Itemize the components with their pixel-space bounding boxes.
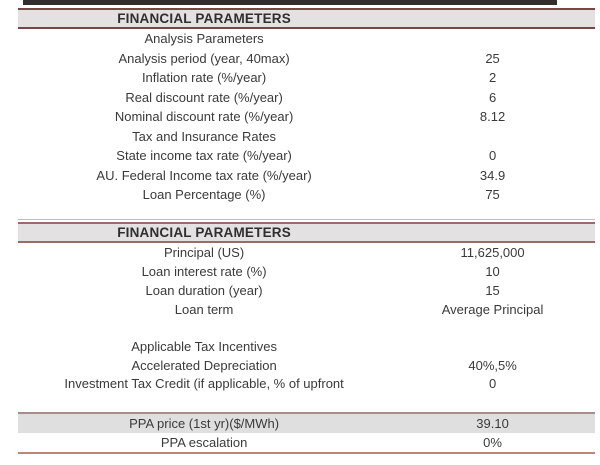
ppa-escalation-row <box>18 433 595 452</box>
section-gap <box>18 393 595 412</box>
table-row <box>18 68 595 88</box>
row-label: Inflation rate (%/year) <box>141 70 267 86</box>
table-row <box>18 49 595 69</box>
row-label: AU. Federal Income tax rate (%/year) <box>96 167 312 183</box>
row-label: Investment Tax Credit (if applicable, % of upfront <box>64 376 344 392</box>
table-row <box>18 300 595 319</box>
row-value: 40%,5% <box>468 357 517 373</box>
row-label: Applicable Tax Incentives <box>131 339 277 355</box>
section1-header-title: FINANCIAL PARAMETERS <box>117 11 291 26</box>
table-bottom-line <box>18 452 595 454</box>
table-row <box>18 146 595 166</box>
table-row <box>18 127 595 147</box>
table-row <box>18 262 595 281</box>
table-row <box>18 243 595 262</box>
row-value: 8.12 <box>479 109 506 125</box>
row-label: Loan term <box>174 301 234 317</box>
row-label: Principal (US) <box>163 244 245 260</box>
section-gap <box>18 205 595 219</box>
section1-header-bar <box>18 8 595 29</box>
section2-header-title: FINANCIAL PARAMETERS <box>117 224 291 240</box>
table-row <box>18 356 595 375</box>
table-row <box>18 338 595 357</box>
row-label: State income tax rate (%/year) <box>116 148 292 164</box>
row-value: 2 <box>488 70 497 86</box>
row-label: Loan Percentage (%) <box>142 187 266 203</box>
row-value: 25 <box>485 50 500 66</box>
row-label: Accelerated Depreciation <box>131 357 277 373</box>
row-value: 75 <box>485 187 500 203</box>
row-label: Analysis period (year, 40max) <box>118 50 290 66</box>
ppa-price-row <box>18 414 595 433</box>
table-row <box>18 375 595 394</box>
row-label: Analysis Parameters <box>144 31 264 47</box>
row-value: 10 <box>485 263 500 279</box>
row-value: 15 <box>485 282 500 298</box>
table-row <box>18 88 595 108</box>
row-value: 39.10 <box>476 416 509 431</box>
row-value: 0% <box>483 435 502 450</box>
section2-header-bar <box>18 222 595 243</box>
row-label: Nominal discount rate (%/year) <box>114 109 294 125</box>
row-label: Tax and Insurance Rates <box>132 128 276 144</box>
header-outer-line <box>18 219 595 220</box>
row-label: Loan interest rate (%) <box>141 263 267 279</box>
row-value: 6 <box>488 89 497 105</box>
blank-row <box>18 319 595 338</box>
row-value: 34.9 <box>479 167 506 183</box>
row-value: Average Principal <box>441 301 544 317</box>
table-row <box>18 166 595 186</box>
financial-parameters-table <box>18 8 595 454</box>
row-label: PPA escalation <box>160 435 248 450</box>
table-row <box>18 185 595 205</box>
row-label: Real discount rate (%/year) <box>125 89 283 105</box>
table-row <box>18 281 595 300</box>
row-label: PPA price (1st yr)($/MWh) <box>129 416 280 431</box>
table-row <box>18 107 595 127</box>
row-value: 11,625,000 <box>460 244 525 260</box>
row-value: 0 <box>488 376 497 392</box>
row-value: 0 <box>488 148 497 164</box>
row-label: Loan duration (year) <box>145 282 263 298</box>
top-partial-bar <box>23 0 557 5</box>
table-row <box>18 29 595 49</box>
